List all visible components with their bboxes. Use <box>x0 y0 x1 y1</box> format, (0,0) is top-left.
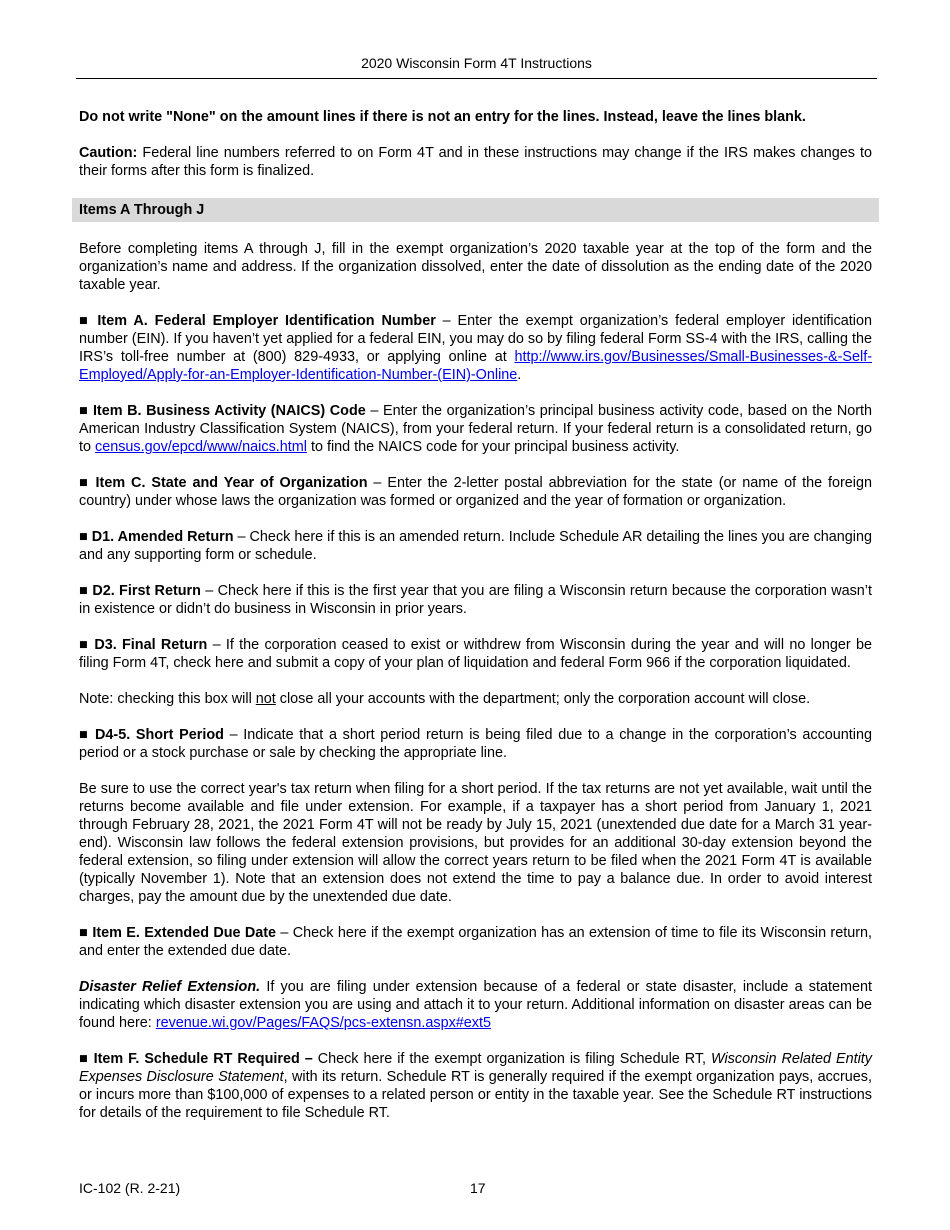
disaster-paragraph <box>79 978 872 1032</box>
disaster-link[interactable]: revenue.wi.gov/Pages/FAQS/pcs-extensn.aspx#ext5 <box>155 1015 491 1031</box>
intro-paragraph: Before completing items A through J, fill in the exempt organization’s 2020 taxable year at the top of the form and the organization’s name and address. If the organization dissolved, enter the date of dissolution as the ending date of the 2020 taxable year. <box>79 241 872 293</box>
bullet-icon: ■ <box>79 727 90 743</box>
item-f-italic: Wisconsin Related Entity Expenses Disclosure Statement <box>79 1051 872 1085</box>
footer-page-number: 17 <box>470 1180 486 1196</box>
page-header: 2020 Wisconsin Form 4T Instructions <box>361 55 592 71</box>
disaster-text: If you are filing under extension because of a federal or state disaster, include a statement indicating which disaster extension you are using and attach it to your return. Additional information on disaster areas can be found here: <box>79 979 872 1031</box>
section-heading: Items A Through J <box>72 198 879 222</box>
disaster-title: Disaster Relief Extension. <box>79 979 261 995</box>
bullet-icon: ■ <box>79 475 90 491</box>
notice-paragraph <box>79 108 872 126</box>
notice-text: Do not write "None" on the amount lines if there is not an entry for the lines. Instead, leave the lines blank. <box>79 109 806 125</box>
bullet-icon: ■ <box>79 529 88 545</box>
item-c-paragraph <box>79 474 872 510</box>
item-d1-title: D1. Amended Return <box>91 529 234 545</box>
item-a-text: – Enter the exempt organization’s federal employer identification number (EIN). If you haven’t yet applied for a federal EIN, you may do so by filing federal Form SS-4 with the IRS, calling the IRS’s toll-free number at (800) 829-4933, or applying online at <box>79 313 872 365</box>
header-divider <box>76 78 877 79</box>
item-f-title: Item F. Schedule RT Required – <box>93 1051 313 1067</box>
item-b-paragraph <box>79 402 872 456</box>
note-before: Note: checking this box will <box>79 691 256 707</box>
item-d3-text: – If the corporation ceased to exist or withdrew from Wisconsin during the year and will no longer be filing Form 4T, check here and submit a copy of your plan of liquidation and federal Form 966 if the corporation liquidated. <box>79 637 872 671</box>
note-after: close all your accounts with the department; only the corporation account will close. <box>275 691 811 707</box>
item-d45-text: – Indicate that a short period return is being filed due to a change in the corporation’s accounting period or a stock purchase or sale by checking the appropriate line. <box>79 727 872 761</box>
item-f-after: , with its return. Schedule RT is generally required if the exempt organization pays, accrues, or incurs more than $100,000 of expenses to a related person or entity in the taxable year. See the Schedule RT instructions for details of the requirement to file Schedule RT. <box>79 1069 872 1121</box>
item-d2-text: – Check here if this is the first year that you are filing a Wisconsin return because the corporation wasn’t in existence or didn’t do business in Wisconsin in prior years. <box>79 583 872 617</box>
item-f-text: Check here if the exempt organization is filing Schedule RT, <box>312 1051 712 1067</box>
bullet-icon: ■ <box>79 403 89 419</box>
bullet-icon: ■ <box>79 1051 89 1067</box>
note-paragraph <box>79 690 872 708</box>
item-d45-title: D4-5. Short Period <box>95 727 224 743</box>
footer-form-id: IC-102 (R. 2-21) <box>79 1180 181 1196</box>
bullet-icon: ■ <box>79 583 89 599</box>
caution-text: Federal line numbers referred to on Form 4T and in these instructions may change if the IRS makes changes to their forms after this form is finalized. <box>79 145 872 179</box>
item-d1-text: – Check here if this is an amended return. Include Schedule AR detailing the lines you are changing and any supporting form or schedule. <box>79 529 873 563</box>
naics-link[interactable]: census.gov/epcd/www/naics.html <box>95 439 307 455</box>
item-b-after: to find the NAICS code for your principal business activity. <box>306 439 680 455</box>
item-a-paragraph <box>79 312 872 384</box>
caution-label: Caution: <box>79 145 138 161</box>
item-b-text: – Enter the organization’s principal business activity code, based on the North American Industry Classification System (NAICS), from your federal return. If your federal return is a consolidated return, go to <box>79 403 873 455</box>
item-d2-paragraph <box>79 582 872 618</box>
ein-link[interactable]: http://www.irs.gov/Businesses/Small-Businesses-&-Self-Employed/Apply-for-an-Employer-Identification-Number-(EIN)-Online <box>79 349 872 383</box>
item-c-text: – Enter the 2-letter postal abbreviation for the state (or name of the foreign country) under whose laws the organization was formed or organized and the year of formation or organization. <box>79 475 872 509</box>
bullet-icon: ■ <box>79 313 91 329</box>
item-d45-paragraph <box>79 726 872 762</box>
item-e-title: Item E. Extended Due Date <box>92 925 277 941</box>
item-e-paragraph <box>79 924 872 960</box>
item-c-title: Item C. State and Year of Organization <box>95 475 368 491</box>
item-d1-paragraph <box>79 528 872 564</box>
item-d3-paragraph <box>79 636 872 672</box>
item-e-text: – Check here if the exempt organization has an extension of time to file its Wisconsin return, and enter the extended due date. <box>79 925 873 959</box>
caution-paragraph <box>79 144 872 180</box>
page-content <box>79 108 872 1140</box>
bullet-icon: ■ <box>79 637 89 653</box>
item-d2-title: D2. First Return <box>92 583 201 599</box>
bullet-icon: ■ <box>79 925 89 941</box>
short-period-paragraph: Be sure to use the correct year's tax return when filing for a short period. If the tax returns are not yet available, wait until the returns become available and file under extension. For example, if a taxpayer has a short period from January 1, 2021 through February 28, 2021, the 2021 Form 4T will not be ready by July 15, 2021 (unextended due date for a March 31 year-end). Wisconsin law follows the federal extension provisions, but provides for an additional 30-day extension beyond the federal extension, so filing under extension will allow the correct years return to be filed when the 2021 Form 4T is available (typically November 1). Note that an extension does not extend the time to pay a balance due. In order to avoid interest charges, pay the amount due by the unextended due date. <box>79 781 872 905</box>
item-a-title: Item A. Federal Employer Identification Number <box>97 313 436 329</box>
item-b-title: Item B. Business Activity (NAICS) Code <box>92 403 366 419</box>
item-f-paragraph <box>79 1050 872 1122</box>
item-d3-title: D3. Final Return <box>94 637 208 653</box>
note-underlined: not <box>255 691 276 707</box>
item-a-after: . <box>517 367 522 383</box>
